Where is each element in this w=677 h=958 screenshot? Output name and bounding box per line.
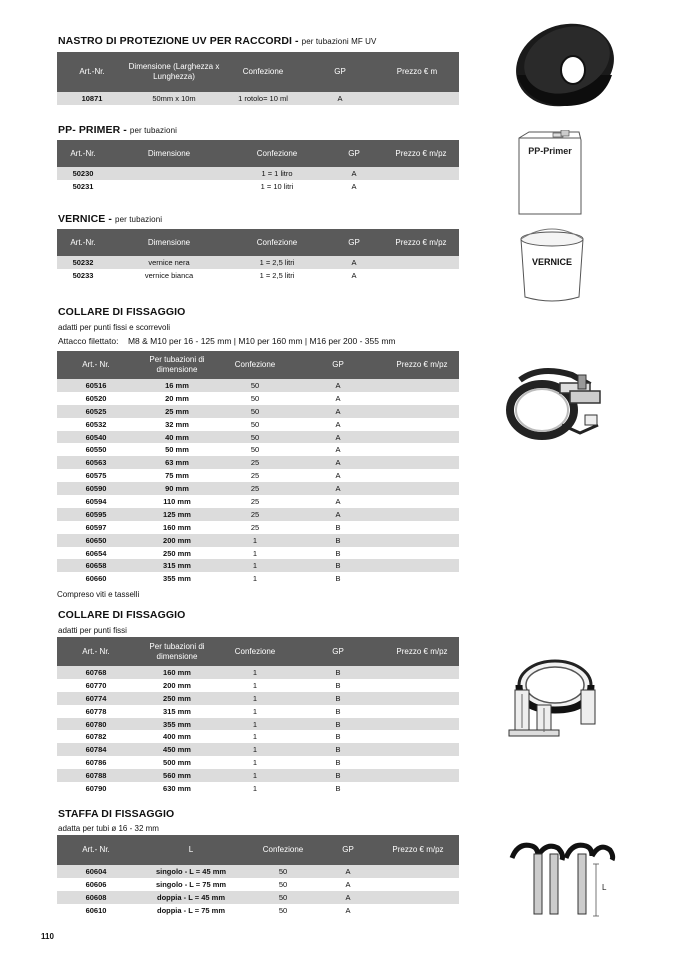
table-cell: A xyxy=(325,269,383,282)
table-cell xyxy=(385,679,459,692)
column-header: Art.-Nr. xyxy=(57,140,109,167)
table-cell: 60768 xyxy=(57,666,135,679)
table-cell: 1 xyxy=(219,718,291,731)
table-cell: B xyxy=(291,547,385,560)
dimension-l-label: L xyxy=(602,883,607,892)
column-header: Art.- Nr. xyxy=(57,835,135,865)
table-cell xyxy=(385,718,459,731)
table-cell: A xyxy=(325,180,383,193)
table-header-row xyxy=(57,637,459,666)
table-cell: 160 mm xyxy=(135,666,219,679)
table-cell: B xyxy=(291,743,385,756)
table-cell xyxy=(385,730,459,743)
table-cell xyxy=(385,443,459,456)
table-cell: 25 xyxy=(219,508,291,521)
table-row xyxy=(57,443,459,456)
table-cell: 50231 xyxy=(57,180,109,193)
table-cell xyxy=(385,705,459,718)
column-header: Per tubazioni di dimensione xyxy=(135,637,219,666)
table-cell: 25 xyxy=(219,482,291,495)
table-cell: 60780 xyxy=(57,718,135,731)
table-cell xyxy=(385,782,459,795)
table-row xyxy=(57,92,459,105)
table-cell: 50 xyxy=(219,405,291,418)
table-cell: 50 xyxy=(247,891,319,904)
table-row xyxy=(57,269,459,282)
table-cell: B xyxy=(291,756,385,769)
table-cell: 50230 xyxy=(57,167,109,180)
table-cell: 50 xyxy=(219,379,291,392)
table-cell: 1 xyxy=(219,692,291,705)
table-cell: 110 mm xyxy=(135,495,219,508)
table-cell: 200 mm xyxy=(135,679,219,692)
table-cell: 560 mm xyxy=(135,769,219,782)
section-title-primer: PP- PRIMER - per tubazioni xyxy=(58,124,177,136)
table-cell: 400 mm xyxy=(135,730,219,743)
column-header: Prezzo € m/pz xyxy=(385,351,459,379)
table-cell: 60788 xyxy=(57,769,135,782)
pipe-clamp-image xyxy=(500,355,610,450)
table-cell xyxy=(385,572,459,585)
table-row xyxy=(57,482,459,495)
column-header: GP xyxy=(325,140,383,167)
table-cell: 160 mm xyxy=(135,521,219,534)
table-cell: 25 xyxy=(219,521,291,534)
table-cell: 1 xyxy=(219,547,291,560)
table-cell: 60525 xyxy=(57,405,135,418)
footnote-collare1: Compreso viti e tasselli xyxy=(57,590,140,599)
table-cell: A xyxy=(325,167,383,180)
table-cell xyxy=(385,756,459,769)
table-cell: B xyxy=(291,521,385,534)
table-row xyxy=(57,379,459,392)
table-cell xyxy=(385,495,459,508)
table-row xyxy=(57,782,459,795)
table-cell xyxy=(385,692,459,705)
column-header: Dimensione xyxy=(109,229,229,256)
table-row xyxy=(57,679,459,692)
column-header: Dimensione (Larghezza x Lunghezza) xyxy=(127,52,221,92)
table-row xyxy=(57,521,459,534)
table-cell: 1 xyxy=(219,666,291,679)
table-cell: A xyxy=(319,878,377,891)
column-header: GP xyxy=(319,835,377,865)
table-cell: A xyxy=(291,456,385,469)
table-cell xyxy=(385,469,459,482)
table-cell: B xyxy=(291,534,385,547)
table-cell: 60597 xyxy=(57,521,135,534)
table-cell: A xyxy=(291,379,385,392)
table-cell: 315 mm xyxy=(135,559,219,572)
column-header: GP xyxy=(305,52,375,92)
table-cell: B xyxy=(291,559,385,572)
column-header: Prezzo € m/pz xyxy=(383,229,459,256)
column-header: Prezzo € m/pz xyxy=(377,835,459,865)
column-header: Confezione xyxy=(229,229,325,256)
table-cell: B xyxy=(291,769,385,782)
table-cell: 1 = 2,5 litri xyxy=(229,269,325,282)
table-cell: B xyxy=(291,679,385,692)
table-cell: 60658 xyxy=(57,559,135,572)
table-cell: 60608 xyxy=(57,891,135,904)
table-header-row xyxy=(57,229,459,256)
table-cell: 1 xyxy=(219,769,291,782)
table-row xyxy=(57,392,459,405)
table-cell: 60604 xyxy=(57,865,135,878)
table-cell xyxy=(385,392,459,405)
table-cell: 50 xyxy=(247,865,319,878)
table-row xyxy=(57,865,459,878)
table-cell: 450 mm xyxy=(135,743,219,756)
table-cell: 355 mm xyxy=(135,572,219,585)
table-row xyxy=(57,559,459,572)
column-header: Confezione xyxy=(219,351,291,379)
table-cell xyxy=(377,878,459,891)
table-cell: 50 mm xyxy=(135,443,219,456)
table-cell: A xyxy=(291,431,385,444)
table-cell: 60770 xyxy=(57,679,135,692)
table-row xyxy=(57,456,459,469)
attacco-filettato: Attacco filettato: M8 & M10 per 16 - 125 mm | M10 per 160 mm | M16 per 200 - 355 mm xyxy=(58,336,396,346)
table-cell: 60660 xyxy=(57,572,135,585)
table-cell: 60575 xyxy=(57,469,135,482)
column-header: Prezzo € m/pz xyxy=(383,140,459,167)
table-cell: 1 xyxy=(219,730,291,743)
column-header: Art.- Nr. xyxy=(57,637,135,666)
table-row xyxy=(57,769,459,782)
table-cell: 1 = 10 litri xyxy=(229,180,325,193)
table-cell: 1 = 1 litro xyxy=(229,167,325,180)
section-title-vernice: VERNICE - per tubazioni xyxy=(58,213,163,225)
table-cell xyxy=(377,891,459,904)
column-header: GP xyxy=(325,229,383,256)
section-title-collare2: COLLARE DI FISSAGGIO xyxy=(58,609,186,621)
table-cell: 315 mm xyxy=(135,705,219,718)
table-cell: A xyxy=(291,495,385,508)
column-header: Art.-Nr. xyxy=(57,229,109,256)
table-row xyxy=(57,495,459,508)
table-row xyxy=(57,418,459,431)
table-cell: B xyxy=(291,666,385,679)
table-cell: 40 mm xyxy=(135,431,219,444)
table-cell xyxy=(385,379,459,392)
table-cell: 1 xyxy=(219,679,291,692)
table-cell: 1 xyxy=(219,559,291,572)
table-cell: 1 xyxy=(219,756,291,769)
column-header: Prezzo € m xyxy=(375,52,459,92)
table-cell: 60520 xyxy=(57,392,135,405)
table-cell: 63 mm xyxy=(135,456,219,469)
pp-primer-can-image xyxy=(515,130,585,218)
section-subtitle-collare1: adatti per punti fissi e scorrevoli xyxy=(58,323,171,332)
table-cell: 25 mm xyxy=(135,405,219,418)
table-cell: 50233 xyxy=(57,269,109,282)
fixed-clamp-image xyxy=(497,650,607,740)
uv-tape-roll-image xyxy=(507,20,617,110)
table-row xyxy=(57,666,459,679)
table-cell xyxy=(385,418,459,431)
table-row xyxy=(57,405,459,418)
table-row xyxy=(57,508,459,521)
table-cell: 25 xyxy=(219,456,291,469)
column-header: GP xyxy=(291,637,385,666)
table-cell: 60784 xyxy=(57,743,135,756)
table-collare1 xyxy=(57,351,459,585)
table-cell: A xyxy=(291,482,385,495)
table-cell: A xyxy=(319,891,377,904)
table-cell xyxy=(109,180,229,193)
column-header: Art.-Nr. xyxy=(57,52,127,92)
table-cell xyxy=(385,521,459,534)
table-row xyxy=(57,743,459,756)
table-row xyxy=(57,469,459,482)
table-header-row xyxy=(57,140,459,167)
table-row xyxy=(57,534,459,547)
table-cell: 1 xyxy=(219,534,291,547)
column-header: Dimensione xyxy=(109,140,229,167)
table-header-row xyxy=(57,351,459,379)
table-cell: 16 mm xyxy=(135,379,219,392)
primer-can-label: PP-Primer xyxy=(528,146,572,156)
table-cell: B xyxy=(291,730,385,743)
vernice-bucket-image xyxy=(515,225,590,305)
table-cell: 1 xyxy=(219,572,291,585)
table-cell: 200 mm xyxy=(135,534,219,547)
table-cell: A xyxy=(291,508,385,521)
table-cell: vernice nera xyxy=(109,256,229,269)
table-cell xyxy=(385,547,459,560)
table-cell: A xyxy=(325,256,383,269)
column-header: Confezione xyxy=(247,835,319,865)
column-header: L xyxy=(135,835,247,865)
section-title-staffa: STAFFA DI FISSAGGIO xyxy=(58,808,175,820)
table-cell: A xyxy=(291,418,385,431)
table-cell: B xyxy=(291,782,385,795)
table-cell: 50 xyxy=(219,392,291,405)
table-cell: 1 xyxy=(219,743,291,756)
section-subtitle-staffa: adatta per tubi ø 16 - 32 mm xyxy=(58,824,159,833)
table-row xyxy=(57,904,459,917)
table-cell xyxy=(385,769,459,782)
table-header-row xyxy=(57,52,459,92)
table-cell: doppia - L = 75 mm xyxy=(135,904,247,917)
table-cell xyxy=(383,269,459,282)
table-row xyxy=(57,547,459,560)
table-row xyxy=(57,256,459,269)
table-cell: 60610 xyxy=(57,904,135,917)
table-cell: 60594 xyxy=(57,495,135,508)
table-row xyxy=(57,730,459,743)
table-cell: singolo - L = 45 mm xyxy=(135,865,247,878)
table-cell: 60786 xyxy=(57,756,135,769)
section-subtitle-collare2: adatti per punti fissi xyxy=(58,626,127,635)
table-cell: 125 mm xyxy=(135,508,219,521)
column-header: Art.- Nr. xyxy=(57,351,135,379)
table-cell xyxy=(109,167,229,180)
table-cell: 60590 xyxy=(57,482,135,495)
table-row xyxy=(57,891,459,904)
table-cell: 32 mm xyxy=(135,418,219,431)
table-cell: 500 mm xyxy=(135,756,219,769)
table-cell: 630 mm xyxy=(135,782,219,795)
table-row xyxy=(57,756,459,769)
table-cell: 50 xyxy=(219,443,291,456)
table-cell xyxy=(383,167,459,180)
table-cell: 60790 xyxy=(57,782,135,795)
table-collare2 xyxy=(57,637,459,795)
table-row xyxy=(57,878,459,891)
table-cell: 60650 xyxy=(57,534,135,547)
table-row xyxy=(57,180,459,193)
table-row xyxy=(57,705,459,718)
table-cell xyxy=(385,431,459,444)
table-cell: 50 xyxy=(247,904,319,917)
table-cell: 1 xyxy=(219,782,291,795)
table-cell: 25 xyxy=(219,469,291,482)
staffa-hooks-image xyxy=(508,838,618,923)
table-cell: 50mm x 10m xyxy=(127,92,221,105)
table-cell: 50 xyxy=(219,431,291,444)
table-vernice xyxy=(57,229,459,282)
table-row xyxy=(57,692,459,705)
table-cell: 50 xyxy=(247,878,319,891)
table-cell xyxy=(377,865,459,878)
table-cell: 50232 xyxy=(57,256,109,269)
table-cell: A xyxy=(291,443,385,456)
table-cell: A xyxy=(319,904,377,917)
table-cell xyxy=(375,92,459,105)
table-cell: 355 mm xyxy=(135,718,219,731)
table-cell: 60654 xyxy=(57,547,135,560)
table-cell: 50 xyxy=(219,418,291,431)
table-row xyxy=(57,718,459,731)
table-cell xyxy=(385,666,459,679)
table-cell: singolo - L = 75 mm xyxy=(135,878,247,891)
table-cell: 25 xyxy=(219,495,291,508)
table-cell xyxy=(383,256,459,269)
section-title-nastro: NASTRO DI PROTEZIONE UV PER RACCORDI - per tubazioni MF UV xyxy=(58,35,377,47)
table-cell: B xyxy=(291,718,385,731)
column-header: Confezione xyxy=(219,637,291,666)
table-cell: 1 = 2,5 litri xyxy=(229,256,325,269)
table-cell: 60532 xyxy=(57,418,135,431)
table-cell: A xyxy=(305,92,375,105)
table-primer xyxy=(57,140,459,193)
table-cell xyxy=(377,904,459,917)
table-staffa xyxy=(57,835,459,917)
table-nastro xyxy=(57,52,459,105)
table-header-row xyxy=(57,835,459,865)
table-cell: 60516 xyxy=(57,379,135,392)
column-header: Confezione xyxy=(229,140,325,167)
column-header: Per tubazioni di dimensione xyxy=(135,351,219,379)
table-cell: A xyxy=(291,469,385,482)
table-cell: 250 mm xyxy=(135,692,219,705)
vernice-bucket-label: VERNICE xyxy=(531,257,573,267)
table-cell xyxy=(385,534,459,547)
table-row xyxy=(57,431,459,444)
table-row xyxy=(57,167,459,180)
table-cell: 60563 xyxy=(57,456,135,469)
table-cell: B xyxy=(291,705,385,718)
table-cell: 75 mm xyxy=(135,469,219,482)
table-cell: 90 mm xyxy=(135,482,219,495)
column-header: GP xyxy=(291,351,385,379)
table-cell: 60774 xyxy=(57,692,135,705)
table-cell: 1 rotolo= 10 ml xyxy=(221,92,305,105)
table-cell: 20 mm xyxy=(135,392,219,405)
table-cell xyxy=(383,180,459,193)
table-cell: 60778 xyxy=(57,705,135,718)
table-cell: 60540 xyxy=(57,431,135,444)
table-cell: B xyxy=(291,692,385,705)
table-cell: A xyxy=(319,865,377,878)
table-cell: B xyxy=(291,572,385,585)
table-cell: 250 mm xyxy=(135,547,219,560)
table-cell xyxy=(385,456,459,469)
table-cell: 60595 xyxy=(57,508,135,521)
table-cell xyxy=(385,482,459,495)
table-cell: doppia - L = 45 mm xyxy=(135,891,247,904)
table-cell: 60782 xyxy=(57,730,135,743)
table-cell: A xyxy=(291,392,385,405)
section-title-collare1: COLLARE DI FISSAGGIO xyxy=(58,306,186,318)
table-cell xyxy=(385,559,459,572)
table-cell xyxy=(385,743,459,756)
table-cell: 1 xyxy=(219,705,291,718)
table-cell: 60550 xyxy=(57,443,135,456)
column-header: Prezzo € m/pz xyxy=(385,637,459,666)
table-cell: 10871 xyxy=(57,92,127,105)
column-header: Confezione xyxy=(221,52,305,92)
table-cell xyxy=(385,508,459,521)
table-cell: 60606 xyxy=(57,878,135,891)
page-number: 110 xyxy=(41,932,54,941)
table-cell: vernice bianca xyxy=(109,269,229,282)
table-cell: A xyxy=(291,405,385,418)
table-cell xyxy=(385,405,459,418)
table-row xyxy=(57,572,459,585)
